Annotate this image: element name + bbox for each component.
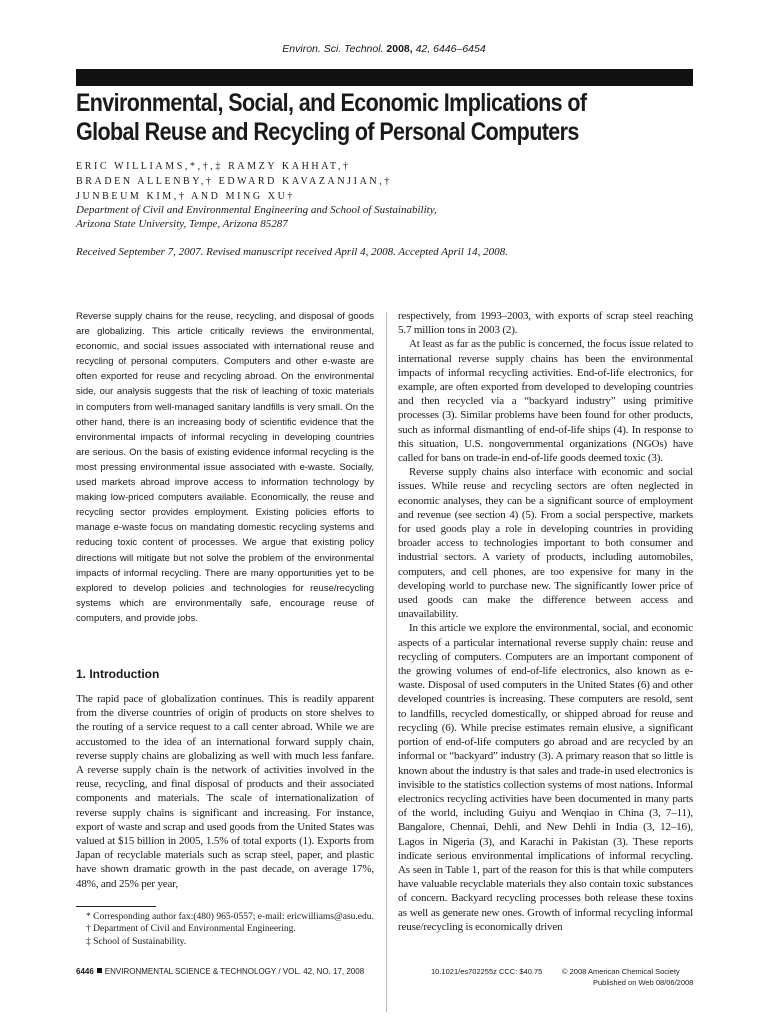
affiliation [76,203,696,231]
footer-copyright: © 2008 American Chemical Society [562,967,680,976]
footnote-corresponding: * Corresponding author fax:(480) 965-0557; e-mail: ericwilliams@asu.edu. [86,912,374,922]
abstract: Reverse supply chains for the reuse, recycling, and disposal of goods are globalizing. This article critically reviews the environmental, economic, and social issues associated with international reuse and recycling of personal computers. Computers and other e-waste are often exported for reuse and recycling abroad. On the environmental side, our analysis suggests that the risk of leaching of toxic materials in computers from well-managed sanitary landfills is very small. On the other hand, there is an increasing body of scientific evidence that the environmental impacts of informal recycling in developing countries are serious. On the basis of existing evidence informal recycling is the most pressing environmental issue associated with e-waste. Socially, used markets abroad improve access to information technology by making low-priced computers available. Economically, the reuse and recycling sector provides employment. Existing policies efforts to manage e-waste focus on mandating domestic recycling systems and reducing toxic content of processes. We argue that existing policy directions will mitigate but not solve the problem of the environmental impacts of informal recycling. There are many opportunities yet to be explored to develop policies and technologies for reuse/recycling systems which are environmentally safe, encourage reuse of computers, and provide jobs. [76,311,374,624]
paragraph: At least as far as the public is concerned, the focus issue related to international reverse supply chains has been the environmental impacts of informal recycling activities. End-of-life electronics, for example, are often exported from developed to developing countries and then recycled via a “backyard industry” using primitive processes (3). Similar problems have been found for other products, such as informal dismantling of end-of-life ships (4). In response to this situation, U.S. nongovernmental organizations (NGOs) have called for bans on trade-in end-of-life goods deemed toxic (3). [398,338,693,465]
page-number: 6446 [76,967,94,976]
title-rule [76,69,693,86]
paragraph: respectively, from 1993–2003, with exports of scrap steel reaching 5.7 million tons in 2003 (2). [398,310,693,337]
footnote-affiliation-2: ‡ School of Sustainability. [86,936,187,947]
affiliation-line-1: Department of Civil and Environmental Engineering and School of Sustainability, [76,204,437,216]
journal-name: Environ. Sci. Technol. [282,43,384,55]
title-line-2: Global Reuse and Recycling of Personal Computers [76,118,579,146]
affiliation-line-2: Arizona State University, Tempe, Arizona 85287 [76,218,288,230]
footer-journal: ENVIRONMENTAL SCIENCE & TECHNOLOGY / VOL. 42, NO. 17, 2008 [104,967,365,976]
body-column-left [76,692,374,891]
footer-published: Published on Web 08/06/2008 [593,978,694,987]
author-line-2: BRADEN ALLENBY,† EDWARD KAVAZANJIAN,† [76,176,392,187]
column-divider [386,312,387,1012]
journal-citation [0,43,768,55]
bullet-square-icon [97,968,102,973]
title-line-1: Environmental, Social, and Economic Implications of [76,89,587,117]
journal-volume: 42, [415,43,431,55]
body-column-right [398,309,693,934]
paragraph: Reverse supply chains also interface with economic and social issues. While reuse and recycling sectors are often neglected in economic analyses, they can be a significant source of employment and revenue (see section 4) (5). From a social perspective, markets for used goods play a role in developing countries in providing broader access to technologies important to both consumer and industrial sectors. A variety of products, including automobiles, computers, and cell phones, are too expensive for many in the developing world to purchase new. The significantly lower price of used goods can make the difference between access and unavailability. [398,466,693,621]
paragraph: In this article we explore the environmental, social, and economic aspects of a particular international reverse supply chain: reuse and recycling of computers. Computers are an important component of the growing volumes of end-of-life electronics, also known as e-waste. Disposal of used computers in the United States (6) and other developed countries is increasing. These computers are resold, sent to landfills, recycled domestically, or shipped abroad for reuse and recycling (6). While precise estimates remain elusive, a significant portion of end-of-life computers go abroad and are recycled by an informal or “backyard” industry (3). A primary reason that so little is known about the industry is that sales and trade-in used electronics is invisible to the statistics collection systems of most nations. Informal electronics recycling activities have been documented in many parts of the world, including Guiyu and Wenqiao in China (3, 7–11), Bangalore, Chennai, Dehli, and New Dehli in India (3, 12–16), Lagos in Nigeria (3), and Karachi in Pakistan (3). These reports indicate serious environmental implications of informal recycling. As seen in Table 1, part of the reason for this is that while computers have valuable recyclable materials they also contain toxic substances of concern. Backyard recycling processes both release these toxins as well as generate new ones. Growth of informal recycling informal reuse/recycling is economically driven [398,622,693,933]
footnotes [76,911,374,948]
author-list [76,159,696,204]
page-footer [76,967,364,976]
footer-doi: 10.1021/es702255z CCC: $40.75 [431,967,543,976]
paragraph: The rapid pace of globalization continues. This is readily apparent from the diverse countries of origin of products on store shelves to the routing of a service request to a call center abroad. While we are accustomed to the idea of an international forward supply chain, reverse supply chains are globalizing as well with much less fanfare. A reverse supply chain is the network of activities involved in the reuse, recycling, and final disposal of products and their associated components and materials. The scale of internationalization of reverse supply chains is significant and increasing. For instance, export of waste and scrap and used goods from the United States was valued at $15 billion in 2005, 1.5% of total exports (1). Exports from Japan of recyclable materials such as scrap steel, paper, and plastic have shown dramatic growth in the past decade, on average 17%, 48%, and 25% per year, [76,693,374,890]
author-line-1: ERIC WILLIAMS,*,†,‡ RAMZY KAHHAT,† [76,161,351,172]
footnote-affiliation-1: † Department of Civil and Environmental Engineering. [86,924,296,935]
author-line-3: JUNBEUM KIM,† AND MING XU† [76,191,295,202]
journal-year: 2008, [386,43,413,55]
footnote-rule [76,906,156,907]
journal-pages: 6446–6454 [433,43,486,55]
received-dates: Received September 7, 2007. Revised manuscript received April 4, 2008. Accepted April 14, 2008. [76,246,508,258]
section-heading-introduction: 1. Introduction [76,667,160,681]
article-title [76,89,609,147]
